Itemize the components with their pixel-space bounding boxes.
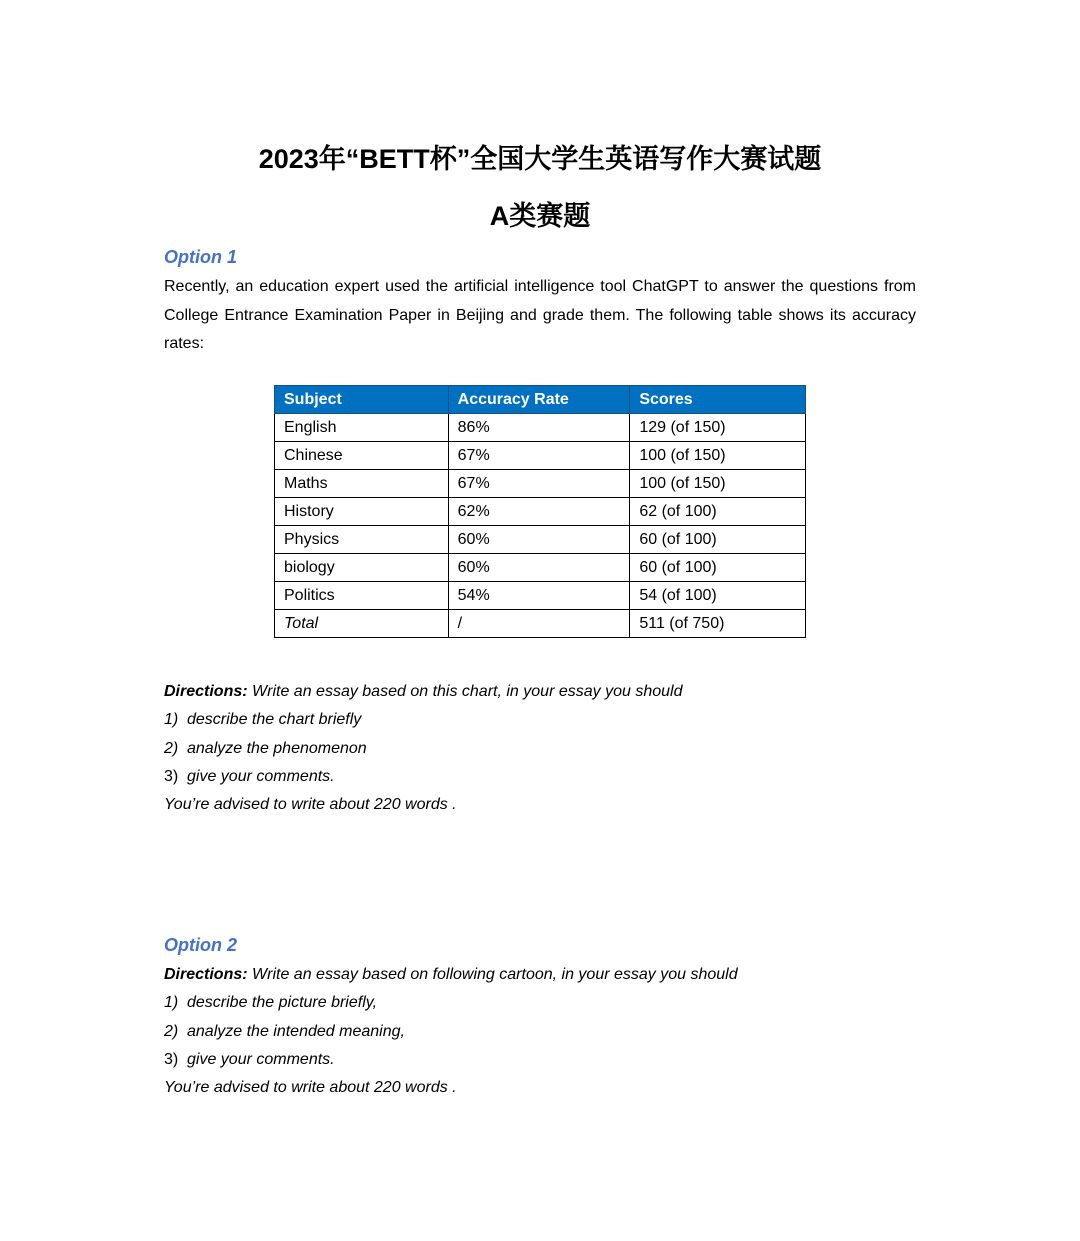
option1-directions bbox=[164, 678, 682, 819]
cell-score: 54 (of 100) bbox=[630, 582, 806, 610]
cell-subject: Politics bbox=[275, 582, 449, 610]
table-row bbox=[275, 470, 806, 498]
cell-accuracy: 54% bbox=[448, 582, 630, 610]
cell-accuracy: 86% bbox=[448, 414, 630, 442]
option1-heading: Option 1 bbox=[164, 247, 237, 267]
directions-label: Directions: bbox=[164, 683, 248, 700]
table-row bbox=[275, 582, 806, 610]
cell-subject: Maths bbox=[275, 470, 449, 498]
word-count-advice: You’re advised to write about 220 words . bbox=[164, 1079, 457, 1097]
cell-score: 100 (of 150) bbox=[630, 470, 806, 498]
header-accuracy-rate: Accuracy Rate bbox=[448, 386, 630, 414]
header-scores: Scores bbox=[630, 386, 806, 414]
directions-text: Write an essay based on following cartoon, in your essay you should bbox=[247, 966, 738, 983]
cell-accuracy-total: / bbox=[448, 610, 630, 638]
table-row bbox=[275, 442, 806, 470]
cell-subject: History bbox=[275, 498, 449, 526]
cell-subject: English bbox=[275, 414, 449, 442]
cell-score: 62 (of 100) bbox=[630, 498, 806, 526]
option1-intro: Recently, an education expert used the artificial intelligence tool ChatGPT to answer the questions from College Entrance Examination Paper in Beijing and grade them. The following table shows its accuracy rates: bbox=[164, 278, 916, 352]
cell-accuracy: 60% bbox=[448, 554, 630, 582]
cell-accuracy: 62% bbox=[448, 498, 630, 526]
direction-item: 2) analyze the phenomenon bbox=[164, 739, 367, 757]
table-row bbox=[275, 498, 806, 526]
page-subtitle: A类赛题 bbox=[489, 201, 591, 231]
directions-line bbox=[164, 961, 738, 989]
cell-accuracy: 67% bbox=[448, 442, 630, 470]
word-count-advice: You’re advised to write about 220 words . bbox=[164, 796, 457, 814]
cell-subject-total: Total bbox=[275, 610, 449, 638]
direction-item: 3) give your comments. bbox=[164, 767, 335, 785]
table-row bbox=[275, 554, 806, 582]
option2-directions bbox=[164, 961, 738, 1102]
cell-score: 100 (of 150) bbox=[630, 442, 806, 470]
cell-subject: Chinese bbox=[275, 442, 449, 470]
page-title: 2023年“BETT杯”全国大学生英语写作大赛试题 bbox=[258, 144, 822, 174]
cell-subject: biology bbox=[275, 554, 449, 582]
table-row bbox=[275, 526, 806, 554]
direction-item: 1) describe the chart briefly bbox=[164, 711, 362, 729]
table-header-row bbox=[275, 386, 806, 414]
cell-accuracy: 60% bbox=[448, 526, 630, 554]
cell-accuracy: 67% bbox=[448, 470, 630, 498]
direction-item: 1) describe the picture briefly, bbox=[164, 994, 378, 1012]
table-row bbox=[275, 414, 806, 442]
cell-score-total: 511 (of 750) bbox=[630, 610, 806, 638]
direction-item: 2) analyze the intended meaning, bbox=[164, 1022, 405, 1040]
directions-label: Directions: bbox=[164, 966, 248, 983]
header-subject: Subject bbox=[275, 386, 449, 414]
cell-score: 129 (of 150) bbox=[630, 414, 806, 442]
cell-score: 60 (of 100) bbox=[630, 554, 806, 582]
table-total-row bbox=[275, 610, 806, 638]
option2-heading: Option 2 bbox=[164, 935, 237, 955]
direction-item: 3) give your comments. bbox=[164, 1050, 335, 1068]
directions-line bbox=[164, 678, 682, 706]
directions-text: Write an essay based on this chart, in your essay you should bbox=[247, 683, 683, 700]
cell-score: 60 (of 100) bbox=[630, 526, 806, 554]
accuracy-table bbox=[274, 385, 806, 638]
cell-subject: Physics bbox=[275, 526, 449, 554]
